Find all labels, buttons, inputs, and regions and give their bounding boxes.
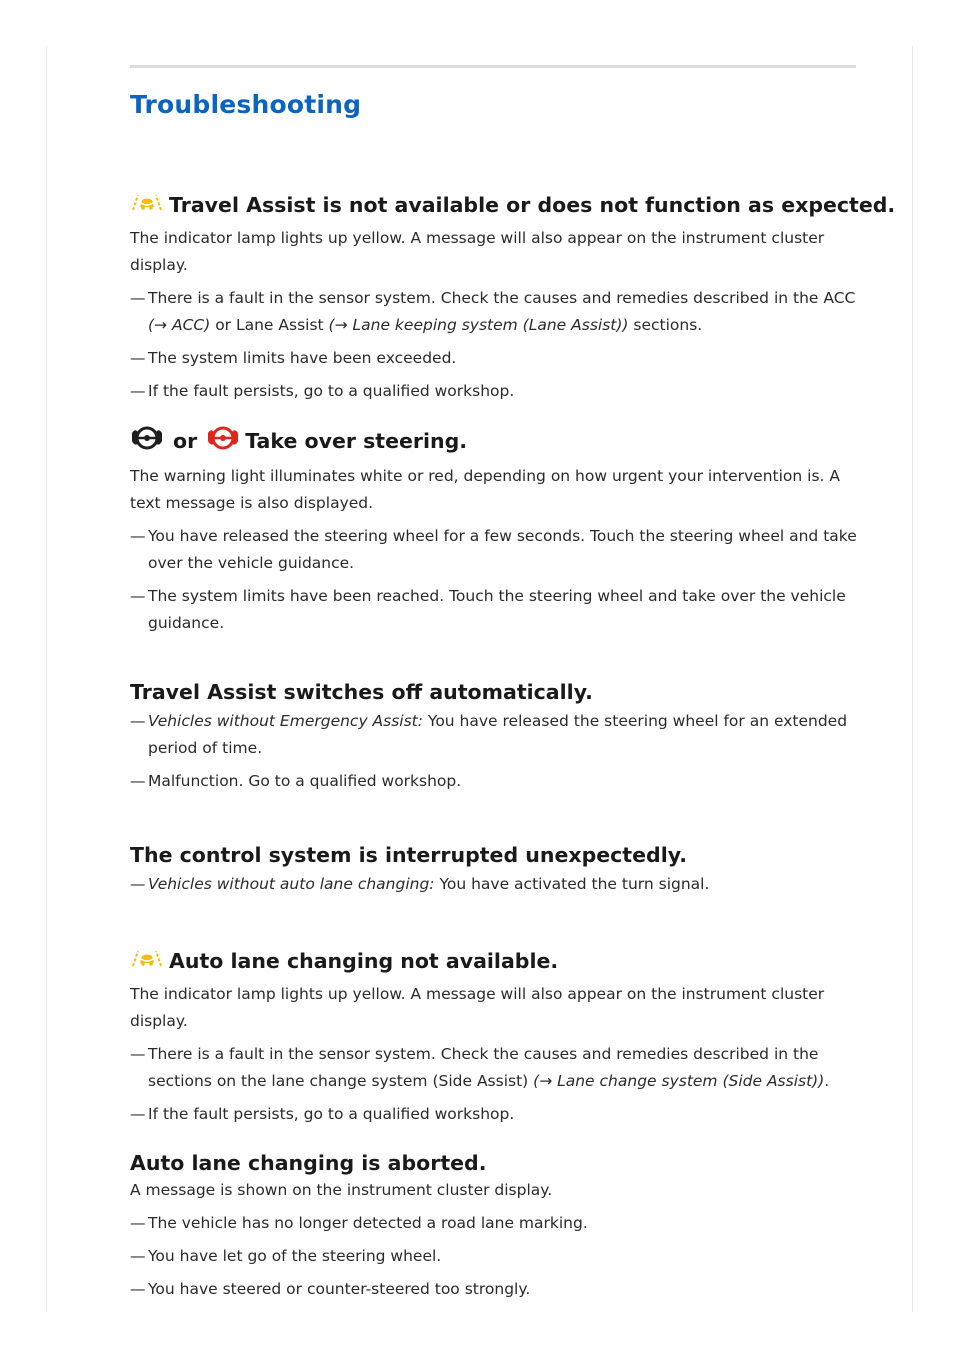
section-intro: The indicator lamp lights up yellow. A message will also appear on the instrument cluster display. (130, 229, 825, 274)
list-item: — There is a fault in the sensor system. Check the causes and remedies described in the ACC (→ ACC) or Lane Assist (→ Lane keeping system (Lane Assist)) sections. (130, 289, 856, 334)
list-item: — You have steered or counter-steered too strongly. (130, 1280, 531, 1298)
list-item: — You have let go of the steering wheel. (130, 1247, 442, 1265)
page-title: Troubleshooting (130, 90, 362, 119)
side-assist-link[interactable]: (→ Lane change system (Side Assist)) (533, 1072, 825, 1090)
list-item: — If the fault persists, go to a qualified workshop. (130, 1105, 515, 1123)
list-item: — The system limits have been exceeded. (130, 349, 457, 367)
steering-wheel-hands-red-icon (206, 424, 240, 457)
list-item: — There is a fault in the sensor system. Check the causes and remedies described in the sections on the lane change system (Side Assist) (→ Lane change system (Side Assist)). (130, 1045, 830, 1090)
list-item: — You have released the steering wheel for a few seconds. Touch the steering wheel and take over the vehicle guidance. (130, 527, 857, 572)
section-intro: The indicator lamp lights up yellow. A message will also appear on the instrument cluster display. (130, 985, 825, 1030)
section-heading: or Take over steering. (130, 424, 860, 457)
list-item: — The vehicle has no longer detected a road lane marking. (130, 1214, 588, 1232)
section-intro: The warning light illuminates white or red, depending on how urgent your intervention is. A text message is also displayed. (130, 467, 840, 512)
travel-assist-lamp-yellow-icon (130, 192, 164, 217)
list-item: — The system limits have been reached. Touch the steering wheel and take over the vehicle guidance. (130, 587, 846, 632)
section-heading: Auto lane changing not available. (130, 948, 860, 973)
section-heading: Travel Assist switches off automatically. (130, 680, 593, 704)
steering-wheel-hands-white-icon (130, 424, 164, 457)
section-intro: A message is shown on the instrument cluster display. (130, 1181, 553, 1199)
acc-link[interactable]: (→ ACC) (148, 316, 211, 334)
right-margin-line (912, 46, 913, 1312)
section-travel-assist-unavailable (130, 192, 896, 405)
section-auto-lane-unavailable (130, 948, 860, 1128)
left-margin-line (46, 46, 47, 1312)
lane-assist-link[interactable]: (→ Lane keeping system (Lane Assist)) (328, 316, 629, 334)
list-item: — Vehicles without Emergency Assist: You have released the steering wheel for an extended period of time. (130, 712, 848, 757)
top-rule (130, 65, 856, 68)
section-control-interrupted (130, 843, 860, 898)
list-item: — Malfunction. Go to a qualified workshop. (130, 772, 462, 790)
section-take-over-steering (130, 424, 860, 637)
section-heading: Travel Assist is not available or does not function as expected. (130, 192, 860, 217)
section-switches-off (130, 680, 860, 795)
section-auto-lane-aborted (130, 1151, 860, 1303)
section-heading: Auto lane changing is aborted. (130, 1151, 487, 1175)
travel-assist-lamp-yellow-icon (130, 948, 164, 973)
list-item: — If the fault persists, go to a qualified workshop. (130, 382, 515, 400)
list-item: — Vehicles without auto lane changing: You have activated the turn signal. (130, 875, 710, 893)
section-heading: The control system is interrupted unexpectedly. (130, 843, 687, 867)
